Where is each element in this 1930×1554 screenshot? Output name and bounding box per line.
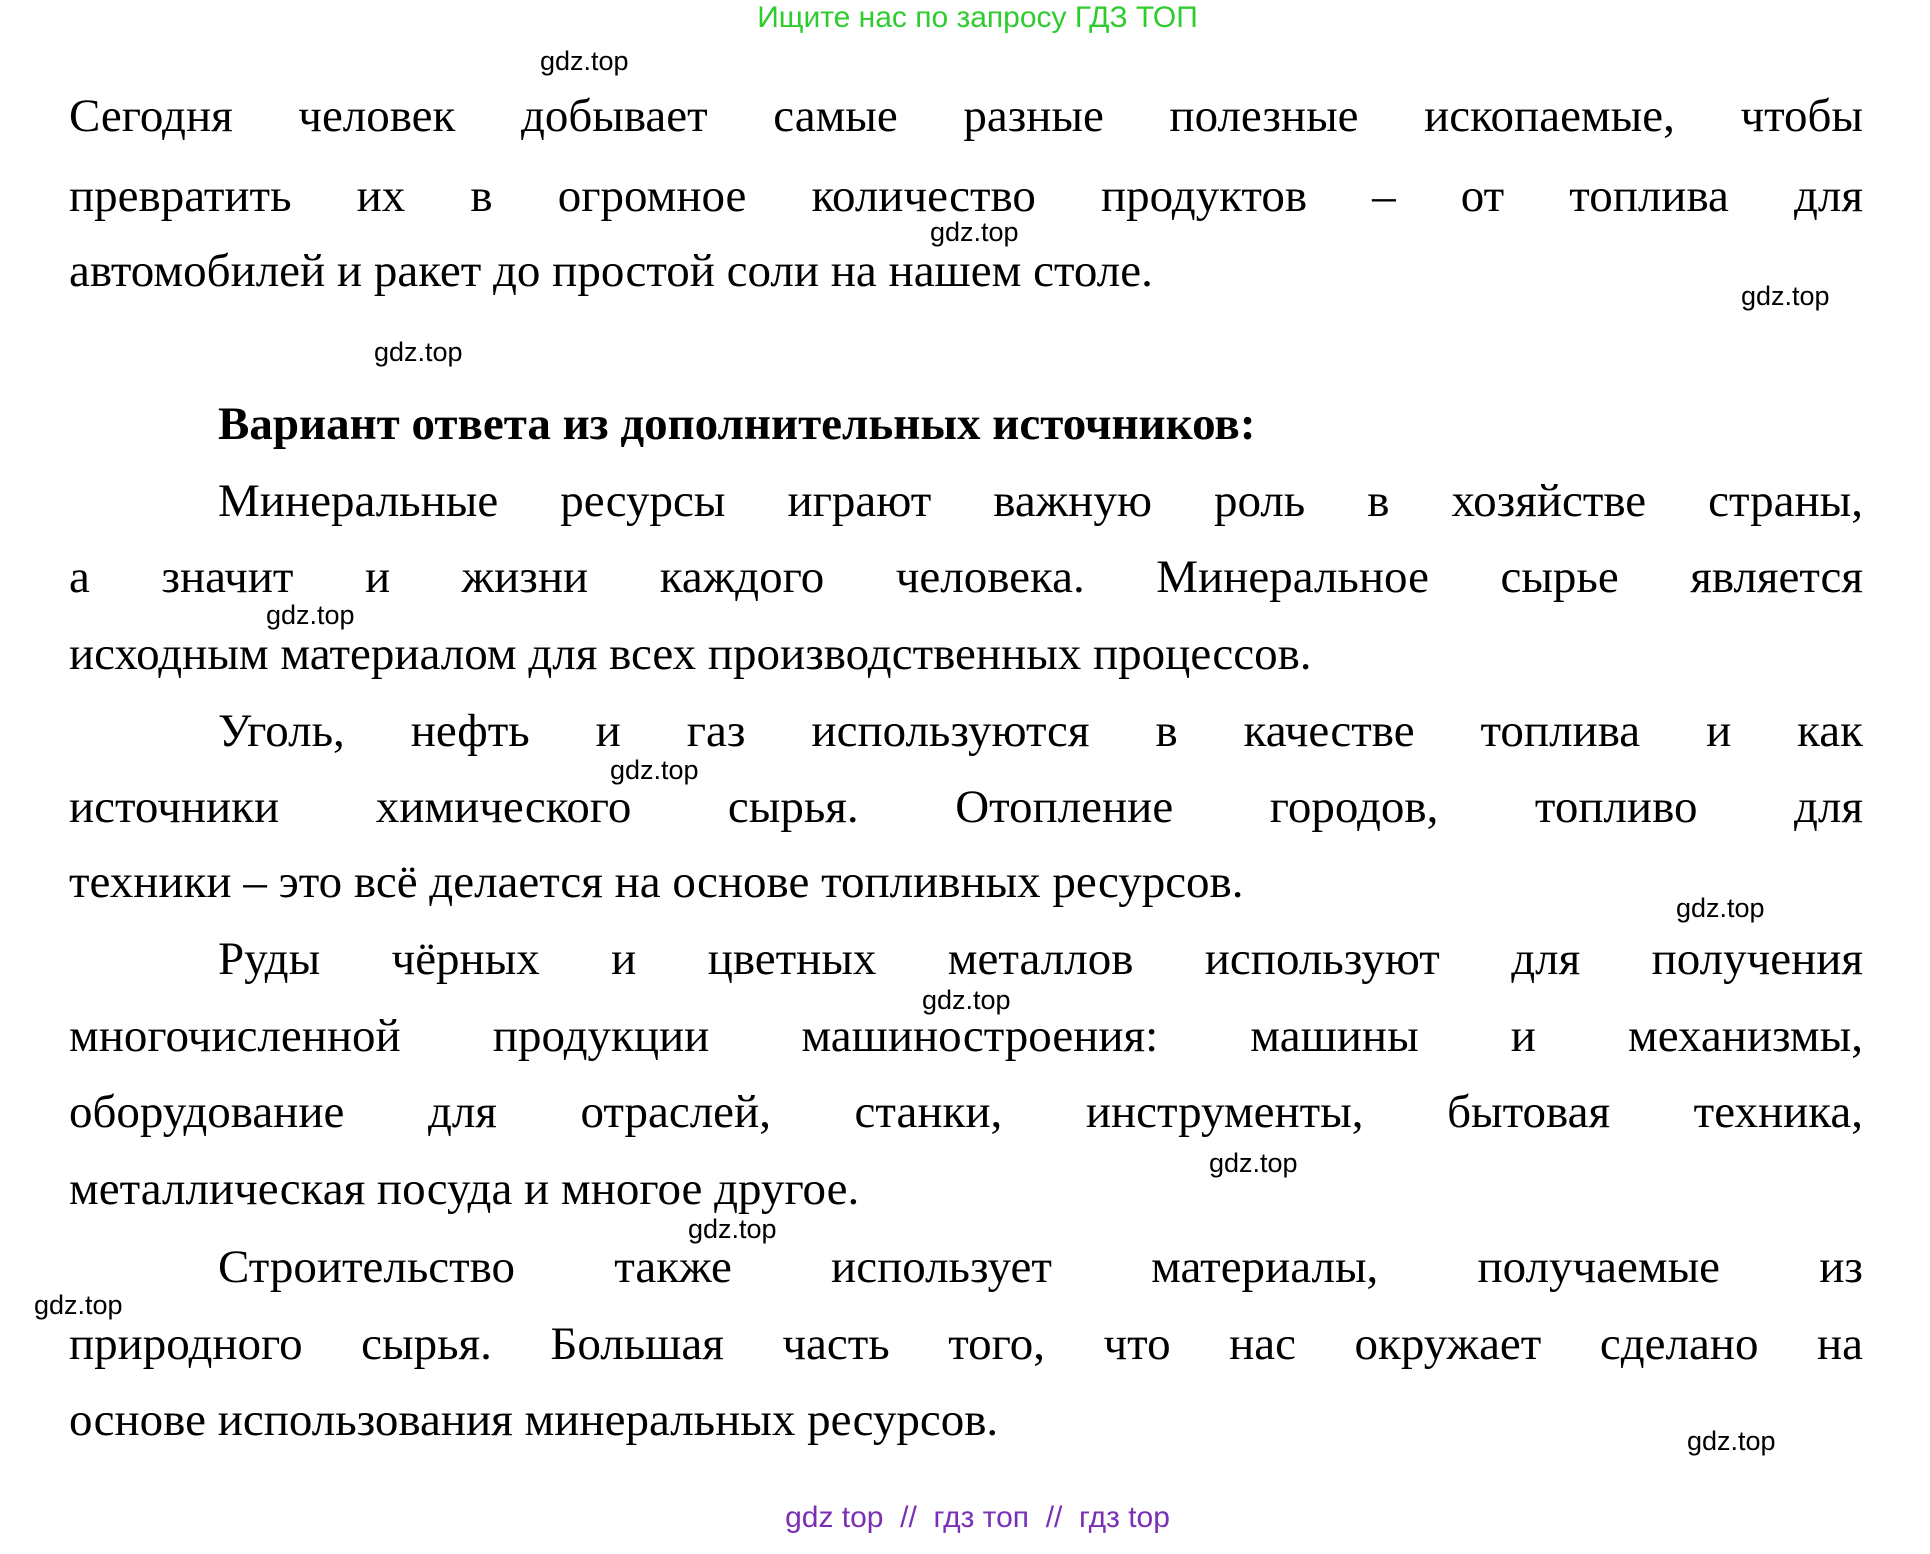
watermark: gdz.top	[374, 337, 463, 367]
paragraph-line: многочисленной продукции машиностроения: машины и механизмы,	[69, 1010, 1863, 1062]
promo-header: Ищите нас по запросу ГДЗ ТОП	[757, 1, 1198, 34]
paragraph-line: Минеральные ресурсы играют важную роль в хозяйстве страны,	[218, 475, 1863, 527]
watermark: gdz.top	[1209, 1148, 1298, 1178]
paragraph-line: оборудование для отраслей, станки, инструменты, бытовая техника,	[69, 1086, 1863, 1138]
paragraph-line: Руды чёрных и цветных металлов используют для получения	[218, 933, 1863, 985]
watermark: gdz.top	[1687, 1426, 1776, 1456]
section-heading: Вариант ответа из дополнительных источников:	[218, 398, 1256, 450]
paragraph-line: а значит и жизни каждого человека. Минеральное сырье является	[69, 551, 1863, 603]
watermark: gdz.top	[688, 1214, 777, 1244]
intro-line: автомобилей и ракет до простой соли на нашем столе.	[69, 245, 1153, 297]
paragraph-line: металлическая посуда и многое другое.	[69, 1163, 860, 1215]
watermark: gdz.top	[610, 755, 699, 785]
intro-line: превратить их в огромное количество продуктов – от топлива для	[69, 170, 1863, 222]
footer-links: gdz top // гдз топ // гдз top	[785, 1501, 1170, 1534]
intro-line: Сегодня человек добывает самые разные полезные ископаемые, чтобы	[69, 90, 1863, 142]
watermark: gdz.top	[540, 46, 629, 76]
watermark: gdz.top	[922, 985, 1011, 1015]
paragraph-line: исходным материалом для всех производственных процессов.	[69, 628, 1312, 680]
paragraph-line: основе использования минеральных ресурсов.	[69, 1394, 999, 1446]
paragraph-line: техники – это всё делается на основе топливных ресурсов.	[69, 856, 1244, 908]
paragraph-line: Строительство также использует материалы, получаемые из	[218, 1241, 1863, 1293]
paragraph-line: источники химического сырья. Отопление городов, топливо для	[69, 781, 1863, 833]
watermark: gdz.top	[1741, 281, 1830, 311]
paragraph-line: Уголь, нефть и газ используются в качестве топлива и как	[218, 705, 1863, 757]
paragraph-line: природного сырья. Большая часть того, что нас окружает сделано на	[69, 1318, 1863, 1370]
watermark: gdz.top	[930, 217, 1019, 247]
watermark: gdz.top	[34, 1290, 123, 1320]
watermark: gdz.top	[266, 600, 355, 630]
watermark: gdz.top	[1676, 893, 1765, 923]
